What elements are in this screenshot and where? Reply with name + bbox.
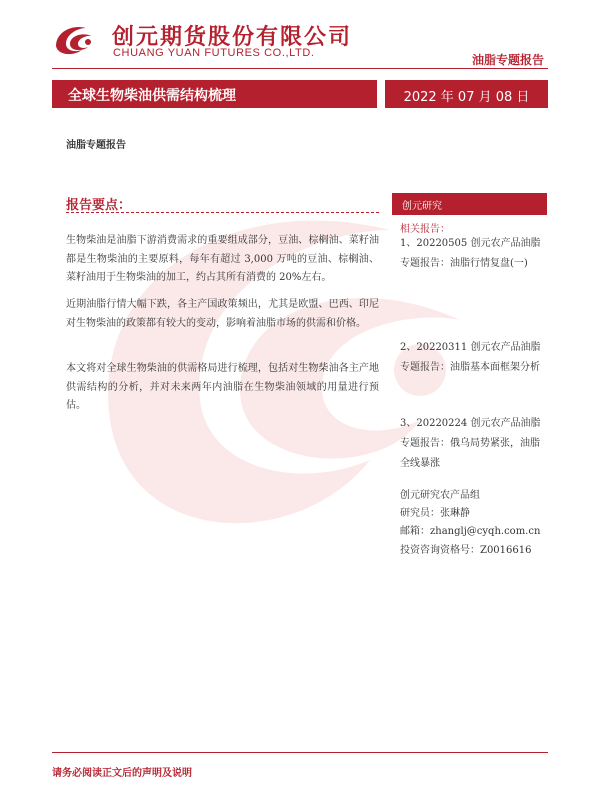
summary-paragraph: 生物柴油是油脂下游消费需求的重要组成部分，豆油、棕榈油、菜籽油都是生物柴油的主要原料，每年有超过 3,000 万吨的豆油、棕榈油、菜籽油用于生物柴油的加工，约占其所有消费的 20%左右。 xyxy=(66,235,379,283)
date-banner xyxy=(385,80,548,108)
header-divider xyxy=(52,68,548,69)
related-report-item: 2、20220311 创元农产品油脂专题报告：油脂基本面框架分析 xyxy=(400,342,541,373)
key-points-heading: 报告要点： xyxy=(66,198,132,213)
footer-disclaimer: 请务必阅读正文后的声明及说明 xyxy=(52,768,192,779)
section-label: 油脂专题报告 xyxy=(66,140,126,151)
related-report-item: 3、20220224 创元农产品油脂专题报告：俄乌局势紧张，油脂全线暴涨 xyxy=(400,418,541,469)
company-name-en: CHUANG YUAN FUTURES CO.,LTD. xyxy=(113,47,315,59)
report-title: 全球生物柴油供需结构梳理 xyxy=(68,88,236,104)
related-report-item: 1、20220505 创元农产品油脂专题报告：油脂行情复盘(一) xyxy=(400,238,541,269)
sidebar-header xyxy=(392,193,547,215)
license-number: 投资咨询资格号：Z0016616 xyxy=(400,545,532,556)
researcher-name: 研究员：张琳静 xyxy=(400,508,470,519)
title-banner xyxy=(52,80,377,108)
researcher-email: 邮箱：zhanglj@cyqh.com.cn xyxy=(400,526,541,537)
summary-paragraph: 近期油脂行情大幅下跌，各主产国政策频出，尤其是欧盟、巴西、印尼对生物柴油的政策都有较大的变动，影响着油脂市场的供需和价格。 xyxy=(66,299,379,329)
summary-paragraph: 本文将对全球生物柴油的供需格局进行梳理，包括对生物柴油各主产地供需结构的分析，并对未来两年内油脂在生物柴油领域的用量进行预估。 xyxy=(66,363,379,411)
report-category-label: 油脂专题报告 xyxy=(471,53,544,67)
company-logo-icon xyxy=(52,22,96,58)
company-name-cn: 创元期货股份有限公司 xyxy=(112,25,353,50)
report-date: 2022 年 07 月 08 日 xyxy=(403,90,530,105)
sidebar-header-label: 创元研究 xyxy=(402,201,442,212)
key-points-divider xyxy=(66,212,379,213)
related-reports-label: 相关报告： xyxy=(400,224,450,235)
footer-divider xyxy=(52,752,548,753)
research-team: 创元研究农产品组 xyxy=(400,490,480,501)
